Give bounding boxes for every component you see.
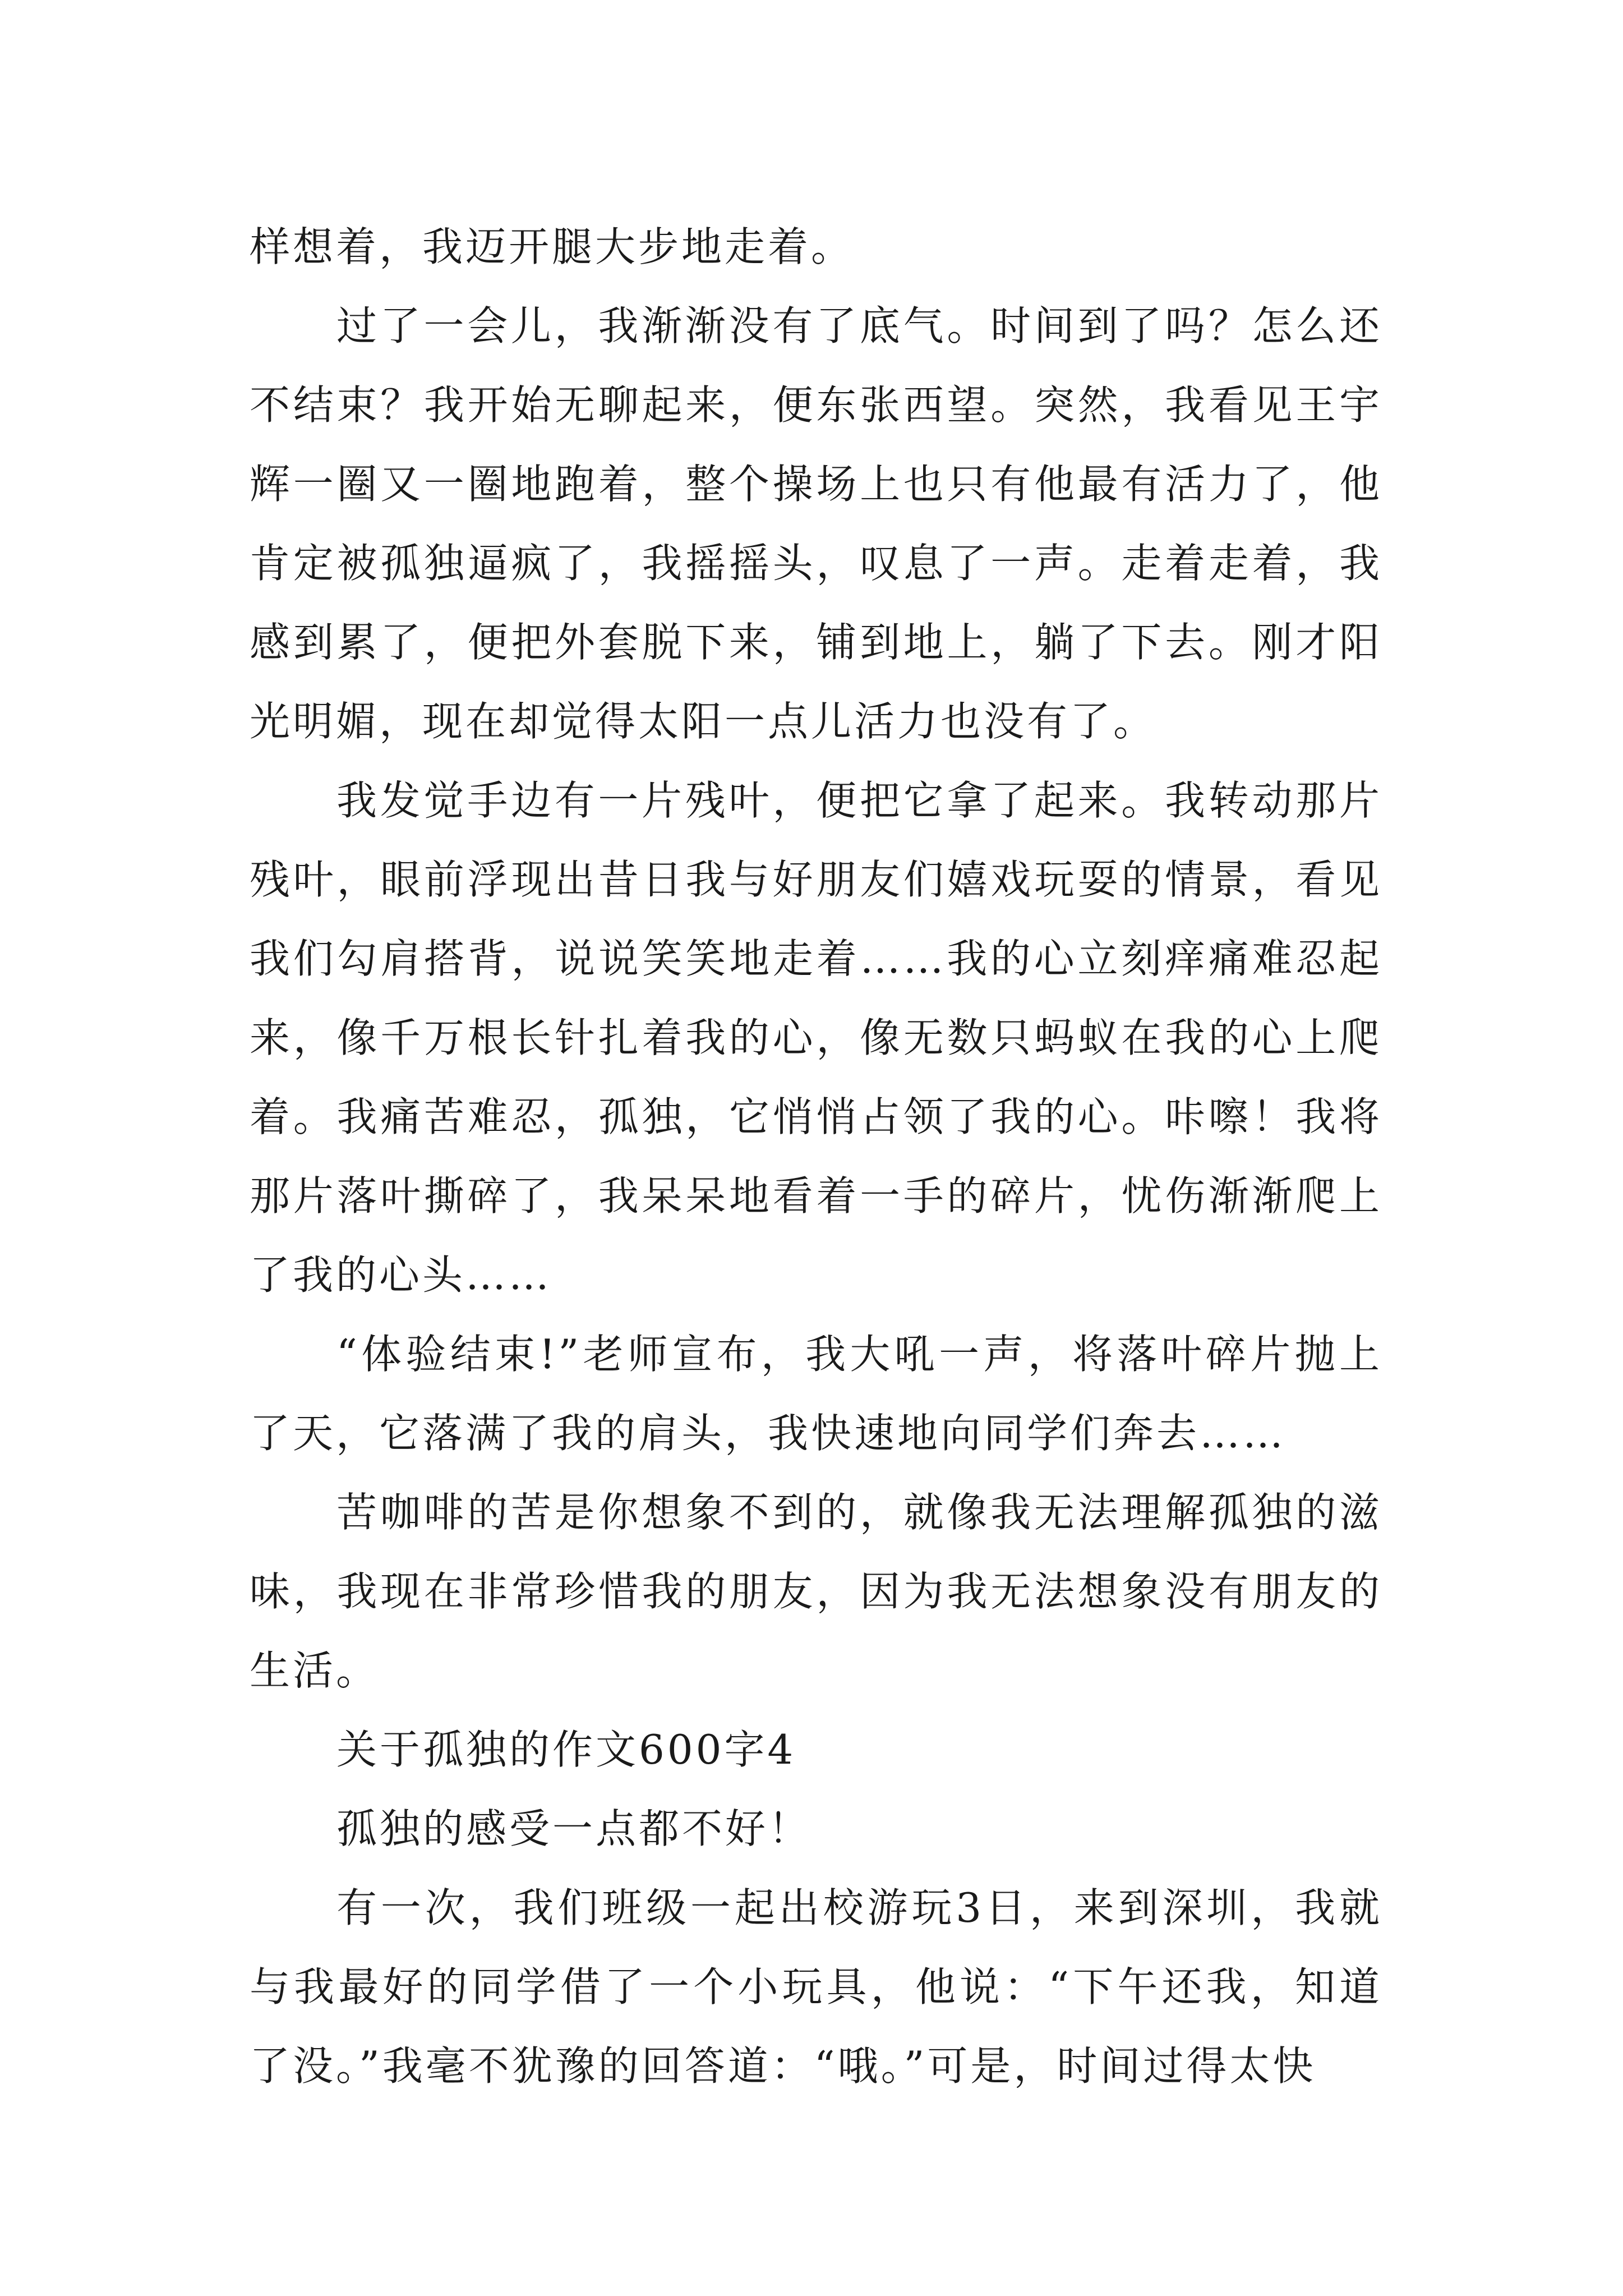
paragraph: 苦咖啡的苦是你想象不到的，就像我无法理解孤独的滋味，我现在非常珍惜我的朋友，因为我无法想象没有朋友的生活。: [250, 1489, 1382, 1694]
paragraph: “体验结束!”老师宣布，我大吼一声，将落叶碎片抛上了天，它落满了我的肩头，我快速地向同学们奔去……: [250, 1331, 1382, 1457]
paragraph: 孤独的感受一点都不好！: [336, 1805, 812, 1852]
document-body: [250, 208, 1382, 2106]
paragraph: 过了一会儿，我渐渐没有了底气。时间到了吗？怎么还不结束？我开始无聊起来，便东张西望。突然，我看见王宇辉一圈又一圈地跑着，整个操场上也只有他最有活力了，他肯定被孤独逼疯了，我摇摇头，叹息了一声。走着走着，我感到累了，便把外套脱下来，铺到地上，躺了下去。刚才阳光明媚，现在却觉得太阳一点儿活力也没有了。: [250, 302, 1382, 745]
paragraph: 我发觉手边有一片残叶，便把它拿了起来。我转动那片残叶，眼前浮现出昔日我与好朋友们嬉戏玩耍的情景，看见我们勾肩搭背，说说笑笑地走着……我的心立刻痒痛难忍起来，像千万根长针扎着我的心，像无数只蚂蚁在我的心上爬着。我痛苦难忍，孤独，它悄悄占领了我的心。咔嚓！我将那片落叶撕碎了，我呆呆地看着一手的碎片，忧伤渐渐爬上了我的心头……: [250, 777, 1382, 1299]
paragraph: 样想着，我迈开腿大步地走着。: [250, 223, 855, 270]
paragraph: 有一次，我们班级一起出校游玩3日，来到深圳，我就与我最好的同学借了一个小玩具，他说：“下午还我，知道了没。”我毫不犹豫的回答道：“哦。”可是，时间过得太快: [250, 1884, 1382, 2090]
section-heading: 关于孤独的作文600字4: [336, 1726, 796, 1773]
